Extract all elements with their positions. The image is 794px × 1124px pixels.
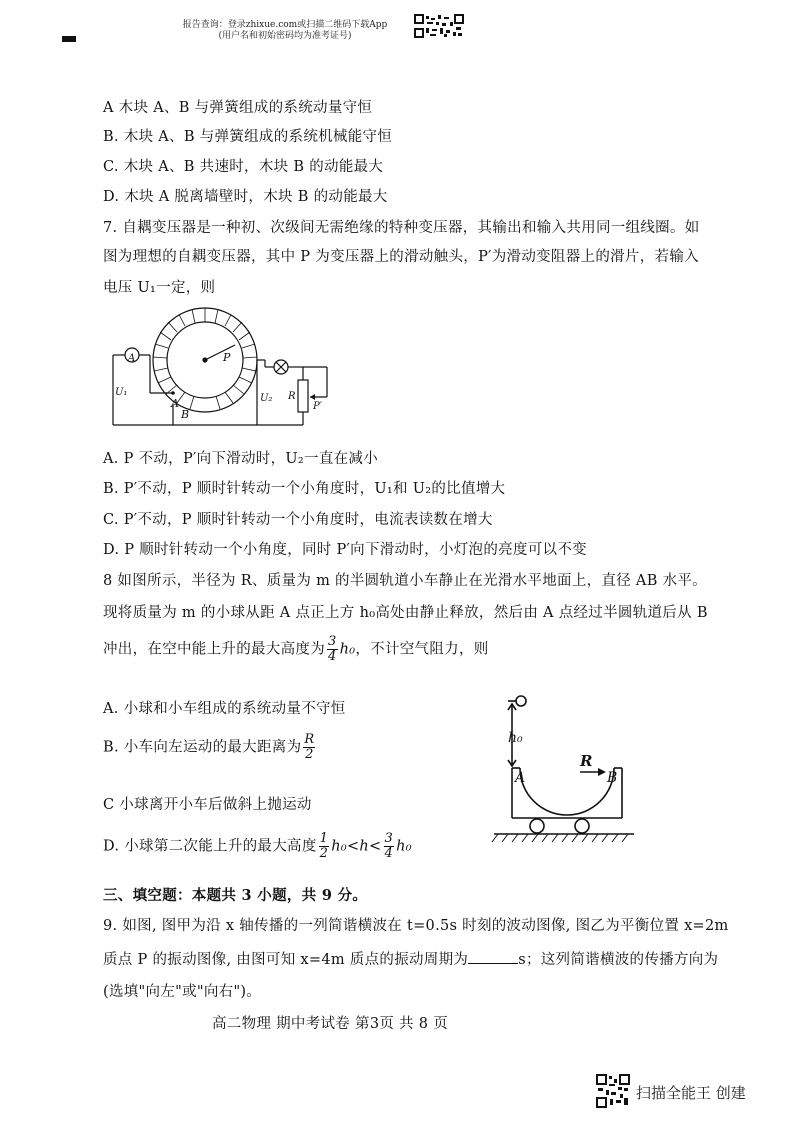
q8-stem-line-3 bbox=[103, 635, 489, 664]
p-slider-label: P bbox=[223, 351, 231, 364]
q7-stem-line-3: 电压 U₁一定，则 bbox=[103, 280, 216, 296]
fraction-denominator: 2 bbox=[305, 747, 314, 762]
fraction-denominator: 4 bbox=[384, 846, 394, 861]
fraction-denominator: 2 bbox=[319, 846, 329, 861]
u1-label: U₁ bbox=[115, 387, 128, 398]
fraction-numerator: 3 bbox=[384, 831, 394, 846]
header-qr-code bbox=[414, 14, 464, 38]
radius-label: R bbox=[580, 752, 593, 770]
q8-option-d-text: D. 小球第二次能上升的最大高度 bbox=[103, 838, 317, 855]
page-footer: 高二物理 期中考试卷 第3页 共 8 页 bbox=[212, 1016, 448, 1032]
header-line-2: (用户名和初始密码均为准考证号) bbox=[218, 31, 352, 41]
q7-option-a: A. P 不动，P′向下滑动时，U₂一直在减小 bbox=[103, 451, 379, 467]
q6-option-c: C. 木块 A、B 共速时，木块 B 的动能最大 bbox=[103, 159, 384, 175]
h0-symbol: h₀ bbox=[396, 838, 412, 855]
h0-height-label: h₀ bbox=[508, 730, 523, 746]
b-terminal-label: B bbox=[181, 408, 190, 421]
fraction-denominator: 4 bbox=[328, 649, 337, 664]
point-a-label: A bbox=[515, 770, 526, 786]
ammeter-label: A bbox=[128, 353, 136, 364]
q6-option-a: A 木块 A、B 与弹簧组成的系统动量守恒 bbox=[103, 100, 373, 116]
q9-stem-line-2 bbox=[103, 948, 718, 969]
semicircle-cart-diagram bbox=[488, 690, 638, 850]
q8-line3-suffix: ，不计空气阻力，则 bbox=[355, 641, 489, 658]
q8-option-b bbox=[103, 733, 317, 762]
fraction-numerator: 3 bbox=[328, 634, 337, 649]
u2-label: U₂ bbox=[260, 393, 273, 404]
answer-blank bbox=[468, 951, 518, 964]
q6-option-d: D. 木块 A 脱离墙壁时，木块 B 的动能最大 bbox=[103, 189, 388, 205]
scanner-qr-code bbox=[596, 1074, 630, 1108]
scanner-watermark: 扫描全能王 创建 bbox=[636, 1084, 746, 1102]
q8-stem-line-1: 8 如图所示，半径为 R、质量为 m 的半圆轨道小车静止在光滑水平地面上，直径 AB 水平。 bbox=[103, 573, 707, 589]
q8-option-b-text: B. 小车向左运动的最大距离为 bbox=[103, 739, 302, 756]
fraction-three-quarters bbox=[384, 832, 395, 861]
inequality-middle: h₀<h< bbox=[331, 838, 382, 855]
q7-stem-line-1: 7. 自耦变压器是一种初、次级间无需绝缘的特种变压器，其输出和输入共用同一组线圈。如 bbox=[103, 220, 700, 236]
q8-option-c: C 小球离开小车后做斜上抛运动 bbox=[103, 797, 312, 813]
fraction-numerator: R bbox=[304, 732, 315, 747]
q8-line3-prefix: 冲出，在空中能上升的最大高度为 bbox=[103, 641, 325, 658]
q7-option-b: B. P′不动，P 顺时针转动一个小角度时，U₁和 U₂的比值增大 bbox=[103, 481, 506, 497]
q8-option-d bbox=[103, 832, 412, 861]
transformer-circuit-diagram bbox=[105, 305, 345, 435]
q9-line2-suffix: s；这列简谐横波的传播方向为 bbox=[518, 952, 719, 968]
q7-option-c: C. P′不动，P 顺时针转动一个小角度时，电流表读数在增大 bbox=[103, 512, 493, 528]
h0-symbol: h₀ bbox=[339, 641, 356, 658]
point-b-label: B bbox=[607, 770, 618, 786]
r-label: R bbox=[288, 391, 296, 402]
fraction-numerator: 1 bbox=[319, 831, 329, 846]
header-line-1: 报告查询：登录zhixue.com或扫描二维码下载App bbox=[182, 20, 388, 30]
header-notice bbox=[150, 20, 420, 42]
q7-option-d: D. P 顺时针转动一个小角度，同时 P′向下滑动时，小灯泡的亮度可以不变 bbox=[103, 542, 587, 558]
fraction-three-quarters bbox=[327, 635, 338, 664]
q9-stem-line-1: 9. 如图, 图甲为沿 x 轴传播的一列简谐横波在 t=0.5s 时刻的波动图像, 图乙为平衡位置 x=2m bbox=[103, 918, 729, 934]
corner-mark bbox=[62, 36, 76, 42]
section-3-heading: 三、填空题：本题共 3 小题，共 9 分。 bbox=[103, 887, 368, 904]
q9-line2-prefix: 质点 P 的振动图像, 由图可知 x=4m 质点的振动周期为 bbox=[103, 952, 469, 968]
q8-stem-line-2: 现将质量为 m 的小球从距 A 点正上方 h₀高处由静止释放，然后由 A 点经过半圆轨道后从 B bbox=[103, 605, 708, 621]
fraction-r-over-2 bbox=[303, 733, 315, 762]
q7-stem-line-2: 图为理想的自耦变压器，其中 P 为变压器上的滑动触头，P′为滑动变阻器上的滑片，若输入 bbox=[103, 249, 699, 265]
fraction-one-half bbox=[319, 832, 330, 861]
q6-option-b: B. 木块 A、B 与弹簧组成的系统机械能守恒 bbox=[103, 129, 393, 145]
a-terminal-label: A bbox=[171, 397, 179, 410]
p-prime-label: P′ bbox=[313, 401, 322, 412]
q9-stem-line-3: (选填"向左"或"向右")。 bbox=[103, 984, 262, 1000]
q8-option-a: A. 小球和小车组成的系统动量不守恒 bbox=[103, 701, 346, 717]
